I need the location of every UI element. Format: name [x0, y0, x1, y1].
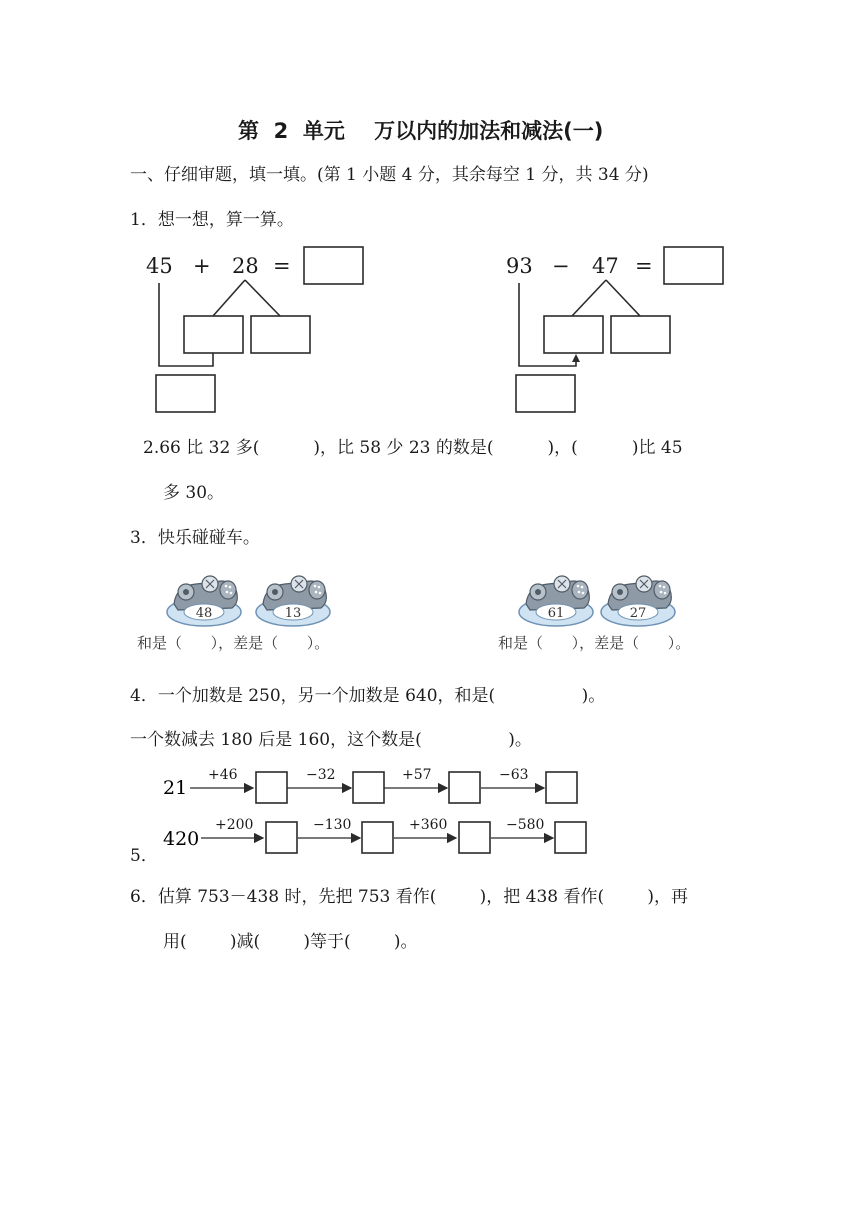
q1-left-op: +: [193, 254, 211, 278]
q1-right-answer-box[interactable]: [664, 247, 723, 284]
chain-1-box-2[interactable]: [353, 772, 384, 803]
q1-right-split-box-2[interactable]: [611, 316, 670, 353]
chain-2-start: 420: [163, 828, 200, 850]
question-5-label: 5．: [130, 846, 158, 866]
q1-right-b: 47: [592, 254, 619, 278]
chain-2-box-4[interactable]: [555, 822, 586, 853]
chain-2-box-1[interactable]: [266, 822, 297, 853]
chain-1-box-3[interactable]: [449, 772, 480, 803]
arrow-up-icon: [572, 354, 580, 362]
question-3-label: 3．快乐碰碰车。: [130, 528, 260, 548]
question-1-diagram: [0, 0, 860, 420]
q1-right-split-box-1[interactable]: [544, 316, 603, 353]
q1-left-a: 45: [146, 254, 173, 278]
page-title: 第 2 单元 万以内的加法和减法(一): [238, 119, 604, 143]
q1-right-a: 93: [506, 254, 533, 278]
question-4-line-2: 一个数减去 180 后是 160，这个数是( )。: [130, 730, 532, 750]
chain-1-start: 21: [163, 777, 188, 799]
bumper-cars: [0, 560, 860, 630]
q1-right-eq: =: [635, 254, 653, 278]
chain-2-op-2: −130: [313, 817, 352, 833]
bumper-car-icon: [167, 576, 241, 626]
chain-1-op-1: +46: [208, 767, 238, 783]
chain-1-op-2: −32: [306, 767, 336, 783]
chain-2-op-1: +200: [215, 817, 254, 833]
chain-2-op-4: −580: [506, 817, 545, 833]
q1-left-eq: =: [273, 254, 291, 278]
bumper-car-icon: [519, 576, 593, 626]
chain-2-op-3: +360: [409, 817, 448, 833]
bumper-car-icon: [256, 576, 330, 626]
chain-1-box-1[interactable]: [256, 772, 287, 803]
car-number: 13: [284, 606, 302, 621]
question-4-line-1: 4．一个加数是 250，另一个加数是 640，和是( )。: [130, 686, 606, 706]
chain-1-op-4: −63: [499, 767, 529, 783]
question-2-line-2: 多 30。: [163, 483, 225, 503]
bumper-car-icon: [601, 576, 675, 626]
section-heading: 一、仔细审题，填一填。(第 1 小题 4 分，其余每空 1 分，共 34 分): [130, 165, 649, 185]
question-3-right-caption: 和是（ ），差是（ ）。: [498, 634, 691, 652]
question-3-left-caption: 和是（ ），差是（ ）。: [137, 634, 330, 652]
car-number: 27: [629, 606, 647, 621]
chain-2-box-3[interactable]: [459, 822, 490, 853]
q1-left-b: 28: [232, 254, 259, 278]
car-number: 48: [195, 606, 213, 621]
car-number: 61: [547, 606, 565, 621]
q1-left-split-box-1[interactable]: [184, 316, 243, 353]
q1-right-op: −: [552, 254, 570, 278]
question-5-chains: [0, 760, 860, 870]
chain-1-box-4[interactable]: [546, 772, 577, 803]
question-2-line-1: 2.66 比 32 多( )，比 58 少 23 的数是( )，( )比 45: [143, 438, 683, 458]
q1-left-split-box-2[interactable]: [251, 316, 310, 353]
q1-left-result-box[interactable]: [156, 375, 215, 412]
q1-left-answer-box[interactable]: [304, 247, 363, 284]
chain-2-box-2[interactable]: [362, 822, 393, 853]
question-6-line-2: 用( )减( )等于( )。: [163, 932, 418, 952]
question-1-label: 1．想一想，算一算。: [130, 210, 294, 230]
chain-1-op-3: +57: [402, 767, 432, 783]
q1-right-result-box[interactable]: [516, 375, 575, 412]
question-6-line-1: 6．估算 753－438 时，先把 753 看作( )，把 438 看作( )，再: [130, 887, 689, 907]
